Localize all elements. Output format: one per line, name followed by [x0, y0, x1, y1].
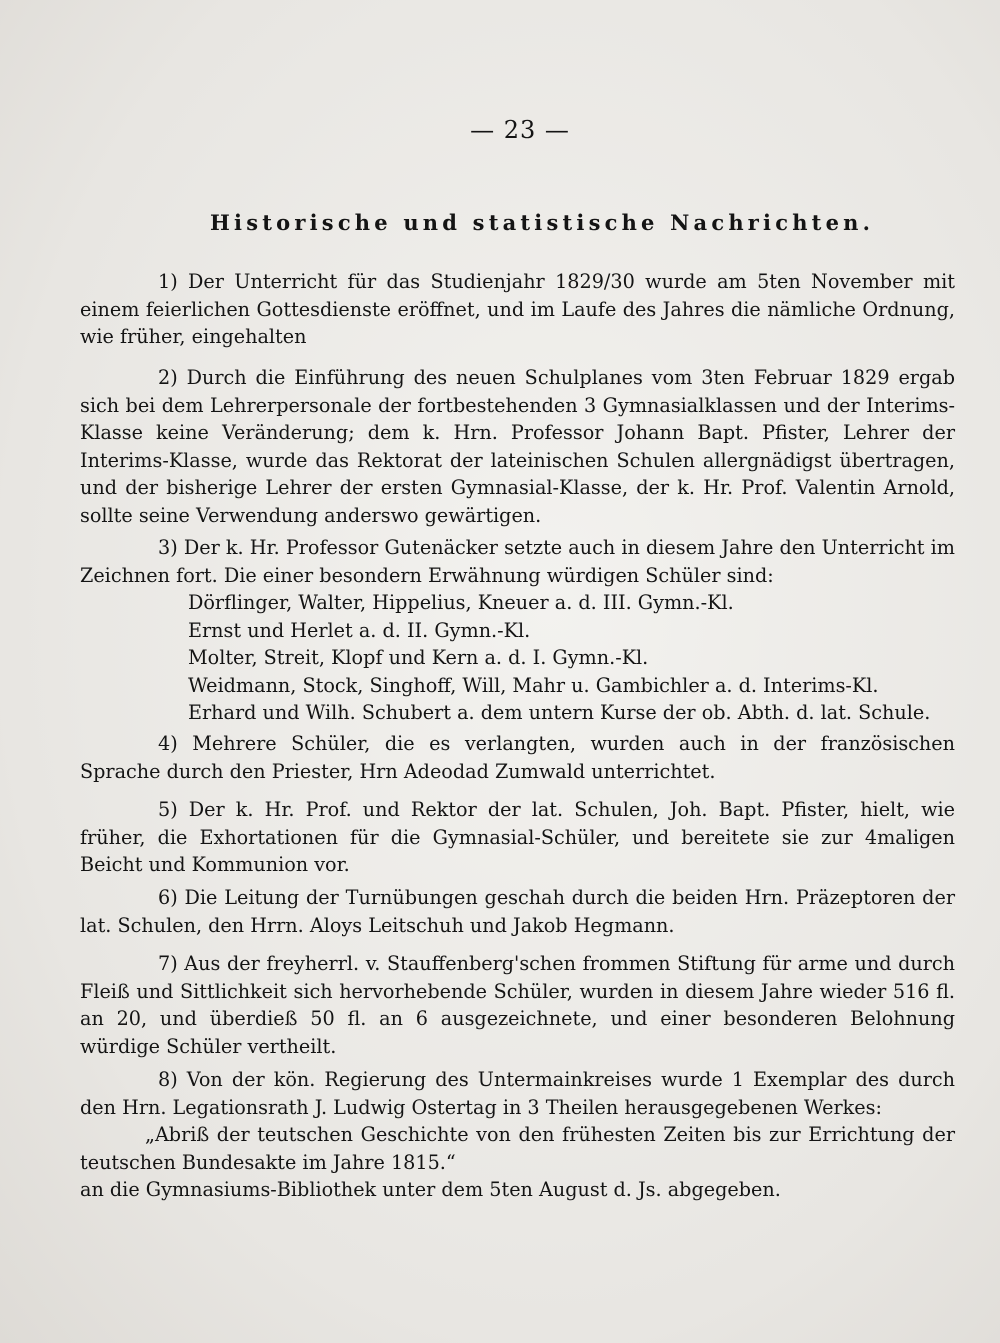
- paragraph-8: 8) Von der kön. Regierung des Untermainkreises wurde 1 Exemplar des durch den Hrn. Legationsrath J. Ludwig Ostertag in 3 Theilen herausgegebenen Werkes:: [80, 1068, 955, 1119]
- paragraph-6-block: [80, 884, 955, 939]
- paragraph-6: 6) Die Leitung der Turnübungen geschah durch die beiden Hrn. Präzeptoren der lat. Schulen, den Hrrn. Aloys Leitschuh und Jakob Hegmann.: [80, 886, 955, 937]
- list-item: Ernst und Herlet a. d. II. Gymn.-Kl.: [188, 618, 531, 642]
- paragraph-7-block: [80, 950, 955, 1060]
- list-item: Weidmann, Stock, Singhoff, Will, Mahr u. Gambichler a. d. Interims-Kl.: [188, 673, 879, 697]
- paragraph-4-block: [80, 730, 955, 785]
- list-item: Molter, Streit, Klopf und Kern a. d. I. Gymn.-Kl.: [188, 646, 649, 669]
- paragraph-3: 3) Der k. Hr. Professor Gutenäcker setzte auch in diesem Jahre den Unterricht im Zeichnen fort. Die einer besondern Erwähnung würdigen Schüler sind:: [80, 536, 955, 587]
- paragraph-8-block: [80, 1066, 955, 1204]
- list-item: Dörflinger, Walter, Hippelius, Kneuer a. d. III. Gymn.-Kl.: [188, 591, 734, 614]
- paragraph-5: 5) Der k. Hr. Prof. und Rektor der lat. Schulen, Joh. Bapt. Pfister, hielt, wie früher, die Exhortationen für die Gymnasial-Schüler, und bereitete sie zur 4maligen Beicht und Kommunion vor.: [80, 798, 955, 876]
- paragraph-1: 1) Der Unterricht für das Studienjahr 1829/30 wurde am 5ten November mit einem feierlichen Gottesdienste eröffnet, und im Laufe des Jahres die nämliche Ordnung, wie früher, eingehalten: [80, 270, 955, 348]
- page-number: — 23 —: [470, 116, 570, 144]
- paragraph-4: 4) Mehrere Schüler, die es verlangten, wurden auch in der französischen Sprache durch den Priester, Hrn Adeodad Zumwald unterrichtet.: [80, 732, 955, 783]
- paragraph-2-block: [80, 364, 955, 529]
- paragraph-7: 7) Aus der freyherrl. v. Stauffenberg'schen frommen Stiftung für arme und durch Fleiß und Sittlichkeit sich hervorhebende Schüler, wurden in diesem Jahre wieder 516 fl. an 20, und überdieß 50 fl. an 6 ausgezeichnete, und einer besonderen Belohnung würdige Schüler vertheilt.: [80, 952, 955, 1058]
- student-list: [80, 589, 955, 727]
- book-title-quote: „Abriß der teutschen Geschichte von den frühesten Zeiten bis zur Errichtung der teutschen Bundesakte im Jahre 1815.“: [80, 1123, 955, 1174]
- list-item: Erhard und Wilh. Schubert a. dem untern Kurse der ob. Abth. d. lat. Schule.: [188, 701, 931, 724]
- section-title: Historische und statistische Nachrichten.: [210, 210, 875, 235]
- paragraph-5-block: [80, 796, 955, 879]
- paragraph-3-block: [80, 534, 955, 727]
- paragraph-2: 2) Durch die Einführung des neuen Schulplanes vom 3ten Februar 1829 ergab sich bei dem Lehrerpersonale der fortbestehenden 3 Gymnasialklassen und der Interims-Klasse keine Veränderung; dem k. Hrn. Professor Johann Bapt. Pfister, Lehrer der Interims-Klasse, wurde das Rektorat der lateinischen Schulen allergnädigst übertragen, und der bisherige Lehrer der ersten Gymnasial-Klasse, der k. Hr. Prof. Valentin Arnold, sollte seine Verwendung anderswo gewärtigen.: [80, 366, 955, 527]
- paragraph-8-tail: an die Gymnasiums-Bibliothek unter dem 5ten August d. Js. abgegeben.: [80, 1178, 781, 1201]
- paragraph-1-block: [80, 268, 955, 351]
